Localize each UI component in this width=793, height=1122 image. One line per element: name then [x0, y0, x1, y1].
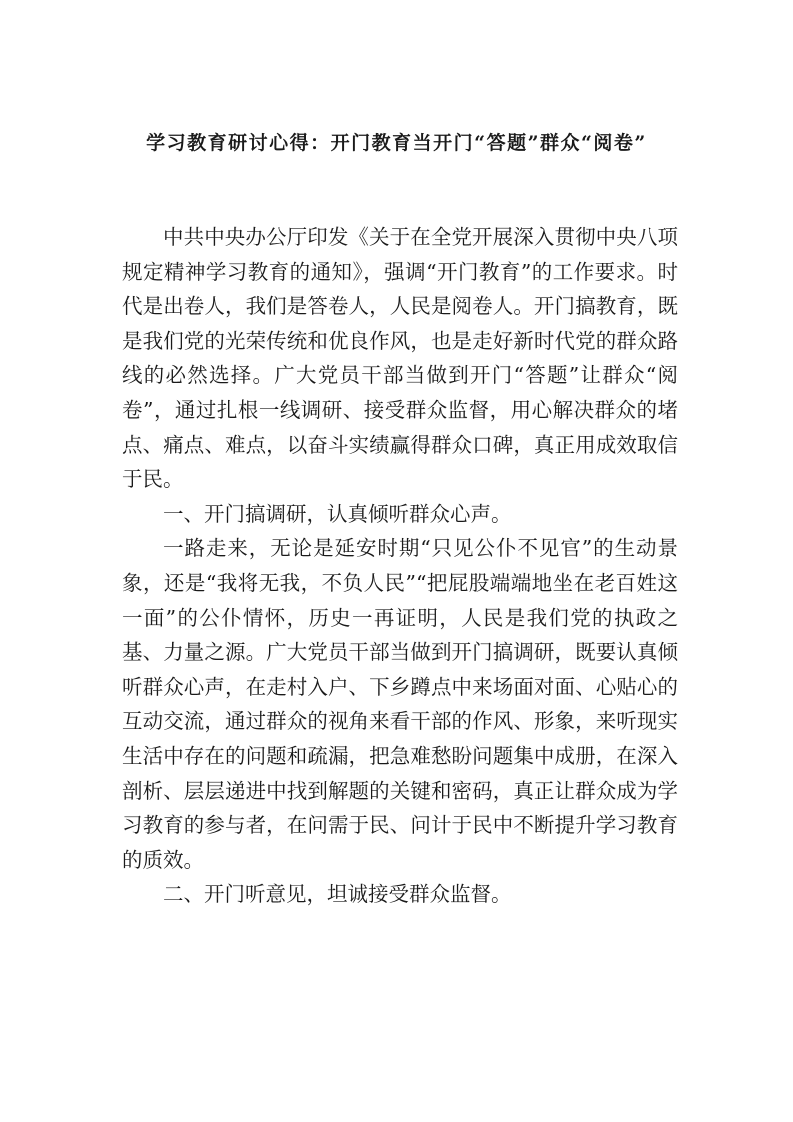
section-heading-2: 二、开门听意见，坦诚接受群众监督。 [163, 882, 512, 907]
paragraph-section-1: 一路走来，无论是延安时期“只见公仆不见官”的生动景象，还是“我将无我，不负人民”“把屁股端端地坐在老百姓这一面”的公仆情怀，历史一再证明，人民是我们党的执政之基、力量之源。广大党员干部当做到开门搞调研，既要认真倾听群众心声，在走村入户、下乡蹲点中来场面对面、心贴心的互动交流，通过群众的视角来看干部的作风、形象，来听现实生活中存在的问题和疏漏，把急难愁盼问题集中成册，在深入剖析、层层递进中找到解题的关键和密码，真正让群众成为学习教育的参与者，在问需于民、问计于民中不断提升学习教育的质效。 [122, 536, 678, 872]
document-title: 学习教育研讨心得：开门教育当开门“答题”群众“阅卷” [146, 132, 647, 154]
paragraph-intro: 中共中央办公厅印发《关于在全党开展深入贯彻中央八项规定精神学习教育的通知》，强调“开门教育”的工作要求。时代是出卷人，我们是答卷人，人民是阅卷人。开门搞教育，既是我们党的光荣传统和优良作风，也是走好新时代党的群众路线的必然选择。广大党员干部当做到开门“答题”让群众“阅卷”，通过扎根一线调研、接受群众监督，用心解决群众的堵点、痛点、难点，以奋斗实绩赢得群众口碑，真正用成效取信于民。 [122, 225, 678, 492]
document-body [122, 220, 678, 912]
section-heading-1: 一、开门搞调研，认真倾听群众心声。 [163, 501, 512, 526]
